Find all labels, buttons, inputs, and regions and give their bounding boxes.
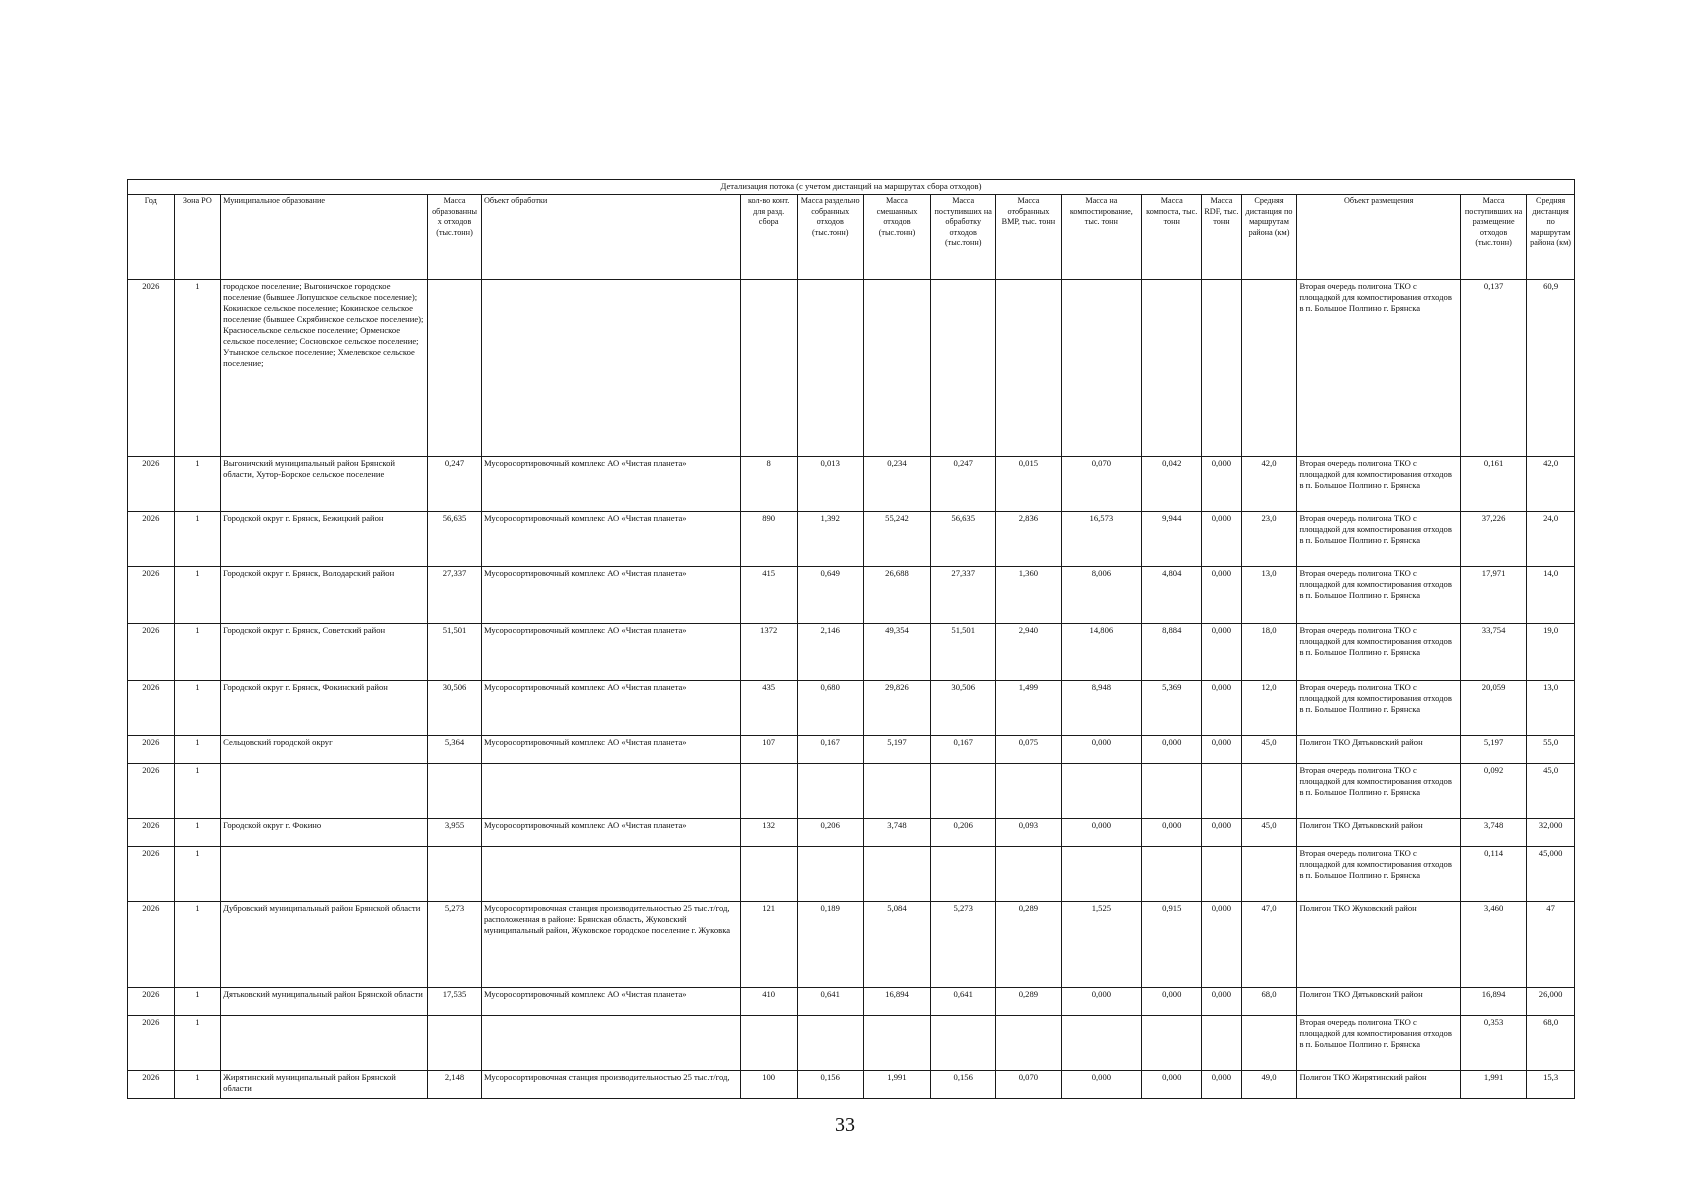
cell-placement-object: Вторая очередь полигона ТКО с площадкой для компостирования отходов в п. Большое Полпино г. Брянска bbox=[1297, 280, 1461, 457]
cell-zone: 1 bbox=[174, 1016, 221, 1071]
cell-distance-2: 15,3 bbox=[1527, 1071, 1575, 1099]
cell-mass-separate: 0,649 bbox=[797, 567, 863, 624]
cell-mass-vmr bbox=[996, 764, 1061, 819]
cell-zone: 1 bbox=[174, 819, 221, 847]
cell-placement-object: Полигон ТКО Дятьковский район bbox=[1297, 819, 1461, 847]
cell-mass-rdf bbox=[1202, 1016, 1241, 1071]
cell-containers: 1372 bbox=[740, 624, 797, 681]
cell-mass-compost: 0,000 bbox=[1142, 988, 1202, 1016]
cell-mass-compost: 4,804 bbox=[1142, 567, 1202, 624]
table-row bbox=[128, 847, 1575, 902]
cell-mass-rdf: 0,000 bbox=[1202, 681, 1241, 736]
cell-year: 2026 bbox=[128, 902, 175, 988]
cell-mass-separate bbox=[797, 847, 863, 902]
cell-mass-mixed: 5,084 bbox=[863, 902, 930, 988]
cell-containers: 410 bbox=[740, 988, 797, 1016]
cell-mass-formed: 56,635 bbox=[428, 512, 482, 567]
cell-processing-object: Мусоросортировочный комплекс АО «Чистая планета» bbox=[481, 681, 740, 736]
cell-mass-placed: 0,353 bbox=[1460, 1016, 1526, 1071]
cell-mass-vmr: 2,836 bbox=[996, 512, 1061, 567]
cell-mass-processed: 56,635 bbox=[931, 512, 996, 567]
cell-mass-formed: 27,337 bbox=[428, 567, 482, 624]
cell-placement-object: Вторая очередь полигона ТКО с площадкой для компостирования отходов в п. Большое Полпино г. Брянска bbox=[1297, 764, 1461, 819]
cell-mass-separate: 0,189 bbox=[797, 902, 863, 988]
col-header-mass-compost-in: Масса на компостирование, тыс. тонн bbox=[1061, 195, 1142, 280]
table-row bbox=[128, 280, 1575, 457]
cell-distance-2: 68,0 bbox=[1527, 1016, 1575, 1071]
col-header-mass-separate: Масса раздельно собранных отходов (тыс.тонн) bbox=[797, 195, 863, 280]
cell-mass-compost: 0,042 bbox=[1142, 457, 1202, 512]
cell-distance-1: 47,0 bbox=[1241, 902, 1297, 988]
cell-containers: 121 bbox=[740, 902, 797, 988]
cell-distance-1: 45,0 bbox=[1241, 736, 1297, 764]
cell-mass-processed: 51,501 bbox=[931, 624, 996, 681]
cell-mass-mixed: 29,826 bbox=[863, 681, 930, 736]
cell-mass-formed bbox=[428, 280, 482, 457]
cell-mass-placed: 0,092 bbox=[1460, 764, 1526, 819]
cell-zone: 1 bbox=[174, 567, 221, 624]
cell-mass-compost-in: 1,525 bbox=[1061, 902, 1142, 988]
cell-mass-mixed: 1,991 bbox=[863, 1071, 930, 1099]
table-row bbox=[128, 457, 1575, 512]
cell-mass-separate bbox=[797, 280, 863, 457]
cell-placement-object: Вторая очередь полигона ТКО с площадкой для компостирования отходов в п. Большое Полпино г. Брянска bbox=[1297, 1016, 1461, 1071]
page-number: 33 bbox=[835, 1114, 855, 1136]
cell-containers bbox=[740, 847, 797, 902]
cell-municipality: городское поселение; Выгоничское городское поселение (бывшее Лопушское сельское поселение); Кокинское сельское поселение; Кокинское сельское поселение (бывшее Скрябинское сельское поселение); Красносельское сельское поселение; Орменское сельское поселение; Сосновское сельское поселение; Утынское сельское поселение; Хмелевское сельское поселение; bbox=[221, 280, 428, 457]
cell-mass-compost-in bbox=[1061, 847, 1142, 902]
col-header-mass-vmr: Масса отобранных ВМР, тыс. тонн bbox=[996, 195, 1061, 280]
cell-distance-2: 42,0 bbox=[1527, 457, 1575, 512]
cell-mass-compost-in: 14,806 bbox=[1061, 624, 1142, 681]
cell-year: 2026 bbox=[128, 624, 175, 681]
col-header-mass-placed: Масса поступивших на размещение отходов (тыс.тонн) bbox=[1460, 195, 1526, 280]
cell-municipality: Дятьковский муниципальный район Брянской области bbox=[221, 988, 428, 1016]
document-sheet bbox=[127, 179, 1575, 1099]
col-header-mass-processed: Масса поступивших на обработку отходов (тыс.тонн) bbox=[931, 195, 996, 280]
cell-mass-formed: 30,506 bbox=[428, 681, 482, 736]
cell-mass-compost-in: 0,070 bbox=[1061, 457, 1142, 512]
cell-distance-1 bbox=[1241, 280, 1297, 457]
cell-mass-rdf bbox=[1202, 280, 1241, 457]
cell-placement-object: Вторая очередь полигона ТКО с площадкой для компостирования отходов в п. Большое Полпино г. Брянска bbox=[1297, 567, 1461, 624]
cell-zone: 1 bbox=[174, 988, 221, 1016]
cell-distance-2: 47 bbox=[1527, 902, 1575, 988]
cell-zone: 1 bbox=[174, 764, 221, 819]
cell-processing-object: Мусоросортировочный комплекс АО «Чистая планета» bbox=[481, 988, 740, 1016]
cell-mass-vmr: 0,289 bbox=[996, 902, 1061, 988]
cell-distance-1: 49,0 bbox=[1241, 1071, 1297, 1099]
cell-mass-placed: 0,137 bbox=[1460, 280, 1526, 457]
cell-distance-2: 60,9 bbox=[1527, 280, 1575, 457]
cell-containers: 132 bbox=[740, 819, 797, 847]
cell-mass-processed: 27,337 bbox=[931, 567, 996, 624]
cell-distance-1 bbox=[1241, 847, 1297, 902]
col-header-zone: Зона РО bbox=[174, 195, 221, 280]
cell-mass-mixed: 0,234 bbox=[863, 457, 930, 512]
cell-municipality bbox=[221, 1016, 428, 1071]
cell-mass-mixed: 16,894 bbox=[863, 988, 930, 1016]
cell-mass-compost-in: 8,006 bbox=[1061, 567, 1142, 624]
cell-distance-1: 12,0 bbox=[1241, 681, 1297, 736]
cell-municipality: Городской округ г. Брянск, Советский район bbox=[221, 624, 428, 681]
cell-mass-placed: 33,754 bbox=[1460, 624, 1526, 681]
cell-mass-separate bbox=[797, 1016, 863, 1071]
cell-year: 2026 bbox=[128, 1016, 175, 1071]
cell-placement-object: Вторая очередь полигона ТКО с площадкой для компостирования отходов в п. Большое Полпино г. Брянска bbox=[1297, 847, 1461, 902]
cell-processing-object: Мусоросортировочный комплекс АО «Чистая планета» bbox=[481, 819, 740, 847]
cell-mass-formed bbox=[428, 1016, 482, 1071]
cell-mass-vmr: 0,070 bbox=[996, 1071, 1061, 1099]
col-header-mass-rdf: Масса RDF, тыс. тонн bbox=[1202, 195, 1241, 280]
cell-processing-object bbox=[481, 280, 740, 457]
cell-mass-rdf: 0,000 bbox=[1202, 512, 1241, 567]
cell-mass-processed: 0,641 bbox=[931, 988, 996, 1016]
cell-mass-placed: 17,971 bbox=[1460, 567, 1526, 624]
cell-mass-placed: 0,161 bbox=[1460, 457, 1526, 512]
col-header-processing-object: Объект обработки bbox=[481, 195, 740, 280]
cell-containers: 890 bbox=[740, 512, 797, 567]
cell-municipality: Выгоничский муниципальный район Брянской области, Хутор-Борское сельское поселение bbox=[221, 457, 428, 512]
table-row bbox=[128, 988, 1575, 1016]
cell-mass-rdf: 0,000 bbox=[1202, 819, 1241, 847]
cell-municipality: Жирятинский муниципальный район Брянской области bbox=[221, 1071, 428, 1099]
cell-mass-formed bbox=[428, 847, 482, 902]
cell-zone: 1 bbox=[174, 624, 221, 681]
cell-mass-compost-in: 0,000 bbox=[1061, 1071, 1142, 1099]
cell-containers bbox=[740, 280, 797, 457]
table-row bbox=[128, 736, 1575, 764]
cell-distance-2: 45,000 bbox=[1527, 847, 1575, 902]
cell-zone: 1 bbox=[174, 512, 221, 567]
cell-zone: 1 bbox=[174, 457, 221, 512]
cell-mass-rdf bbox=[1202, 764, 1241, 819]
cell-distance-2: 55,0 bbox=[1527, 736, 1575, 764]
cell-mass-mixed bbox=[863, 280, 930, 457]
cell-distance-2: 19,0 bbox=[1527, 624, 1575, 681]
cell-mass-compost-in: 0,000 bbox=[1061, 819, 1142, 847]
header-row bbox=[128, 195, 1575, 280]
cell-mass-separate: 0,680 bbox=[797, 681, 863, 736]
cell-mass-rdf: 0,000 bbox=[1202, 988, 1241, 1016]
cell-mass-separate: 0,156 bbox=[797, 1071, 863, 1099]
cell-mass-processed: 0,167 bbox=[931, 736, 996, 764]
cell-municipality bbox=[221, 847, 428, 902]
cell-mass-compost-in: 0,000 bbox=[1061, 988, 1142, 1016]
cell-mass-vmr bbox=[996, 280, 1061, 457]
cell-mass-formed: 51,501 bbox=[428, 624, 482, 681]
col-header-distance-1: Средняя дистанция по маршрутам района (км) bbox=[1241, 195, 1297, 280]
cell-processing-object: Мусоросортировочный комплекс АО «Чистая планета» bbox=[481, 624, 740, 681]
cell-mass-compost-in bbox=[1061, 764, 1142, 819]
cell-processing-object bbox=[481, 847, 740, 902]
col-header-mass-formed: Масса образованных отходов (тыс.тонн) bbox=[428, 195, 482, 280]
cell-mass-vmr bbox=[996, 847, 1061, 902]
cell-mass-vmr: 2,940 bbox=[996, 624, 1061, 681]
table-row bbox=[128, 624, 1575, 681]
cell-mass-mixed: 5,197 bbox=[863, 736, 930, 764]
cell-mass-formed: 3,955 bbox=[428, 819, 482, 847]
cell-mass-separate bbox=[797, 764, 863, 819]
cell-mass-compost-in bbox=[1061, 1016, 1142, 1071]
cell-mass-mixed bbox=[863, 1016, 930, 1071]
table-body bbox=[128, 280, 1575, 1099]
cell-processing-object: Мусоросортировочная станция производительностью 25 тыс.т/год, bbox=[481, 1071, 740, 1099]
cell-placement-object: Полигон ТКО Жирятинский район bbox=[1297, 1071, 1461, 1099]
cell-year: 2026 bbox=[128, 819, 175, 847]
cell-mass-separate: 0,206 bbox=[797, 819, 863, 847]
cell-mass-processed bbox=[931, 764, 996, 819]
cell-mass-mixed: 3,748 bbox=[863, 819, 930, 847]
cell-mass-compost bbox=[1142, 847, 1202, 902]
col-header-year: Год bbox=[128, 195, 175, 280]
cell-mass-vmr: 0,075 bbox=[996, 736, 1061, 764]
cell-distance-2: 32,000 bbox=[1527, 819, 1575, 847]
table-row bbox=[128, 764, 1575, 819]
cell-placement-object: Вторая очередь полигона ТКО с площадкой для компостирования отходов в п. Большое Полпино г. Брянска bbox=[1297, 457, 1461, 512]
cell-zone: 1 bbox=[174, 280, 221, 457]
cell-mass-compost bbox=[1142, 1016, 1202, 1071]
cell-mass-rdf: 0,000 bbox=[1202, 1071, 1241, 1099]
cell-mass-vmr: 0,015 bbox=[996, 457, 1061, 512]
cell-mass-separate: 2,146 bbox=[797, 624, 863, 681]
cell-mass-placed: 37,226 bbox=[1460, 512, 1526, 567]
table-row bbox=[128, 512, 1575, 567]
cell-municipality: Городской округ г. Брянск, Володарский район bbox=[221, 567, 428, 624]
cell-mass-placed: 3,748 bbox=[1460, 819, 1526, 847]
table-row bbox=[128, 819, 1575, 847]
cell-mass-separate: 0,167 bbox=[797, 736, 863, 764]
cell-mass-rdf: 0,000 bbox=[1202, 902, 1241, 988]
cell-placement-object: Вторая очередь полигона ТКО с площадкой для компостирования отходов в п. Большое Полпино г. Брянска bbox=[1297, 681, 1461, 736]
cell-processing-object bbox=[481, 764, 740, 819]
cell-mass-formed: 17,535 bbox=[428, 988, 482, 1016]
cell-processing-object: Мусоросортировочный комплекс АО «Чистая планета» bbox=[481, 512, 740, 567]
cell-mass-rdf bbox=[1202, 847, 1241, 902]
cell-year: 2026 bbox=[128, 847, 175, 902]
cell-mass-processed: 0,156 bbox=[931, 1071, 996, 1099]
cell-containers bbox=[740, 764, 797, 819]
cell-distance-1: 45,0 bbox=[1241, 819, 1297, 847]
col-header-containers: кол-во конт. для разд. сбора bbox=[740, 195, 797, 280]
table-row bbox=[128, 1016, 1575, 1071]
cell-mass-vmr: 1,499 bbox=[996, 681, 1061, 736]
cell-processing-object: Мусоросортировочный комплекс АО «Чистая планета» bbox=[481, 736, 740, 764]
cell-municipality: Городской округ г. Брянск, Фокинский район bbox=[221, 681, 428, 736]
cell-mass-vmr: 1,360 bbox=[996, 567, 1061, 624]
cell-mass-placed: 16,894 bbox=[1460, 988, 1526, 1016]
cell-mass-separate: 0,013 bbox=[797, 457, 863, 512]
cell-distance-2: 45,0 bbox=[1527, 764, 1575, 819]
cell-distance-1: 13,0 bbox=[1241, 567, 1297, 624]
cell-distance-1: 68,0 bbox=[1241, 988, 1297, 1016]
cell-mass-placed: 20,059 bbox=[1460, 681, 1526, 736]
cell-mass-mixed bbox=[863, 764, 930, 819]
cell-placement-object: Вторая очередь полигона ТКО с площадкой для компостирования отходов в п. Большое Полпино г. Брянска bbox=[1297, 512, 1461, 567]
cell-mass-processed bbox=[931, 847, 996, 902]
cell-mass-compost: 0,000 bbox=[1142, 1071, 1202, 1099]
cell-mass-compost bbox=[1142, 280, 1202, 457]
cell-municipality: Городской округ г. Фокино bbox=[221, 819, 428, 847]
cell-distance-2: 14,0 bbox=[1527, 567, 1575, 624]
cell-mass-processed: 30,506 bbox=[931, 681, 996, 736]
cell-mass-compost: 0,915 bbox=[1142, 902, 1202, 988]
cell-municipality: Дубровский муниципальный район Брянской области bbox=[221, 902, 428, 988]
cell-mass-mixed: 49,354 bbox=[863, 624, 930, 681]
col-header-mass-compost: Масса компоста, тыс. тонн bbox=[1142, 195, 1202, 280]
cell-municipality: Сельцовский городской округ bbox=[221, 736, 428, 764]
cell-mass-placed: 1,991 bbox=[1460, 1071, 1526, 1099]
cell-year: 2026 bbox=[128, 736, 175, 764]
cell-containers: 435 bbox=[740, 681, 797, 736]
cell-mass-rdf: 0,000 bbox=[1202, 567, 1241, 624]
waste-flow-table bbox=[127, 179, 1575, 1099]
col-header-distance-2: Средняя дистанция по маршрутам района (км) bbox=[1527, 195, 1575, 280]
cell-municipality: Городской округ г. Брянск, Бежицкий район bbox=[221, 512, 428, 567]
cell-year: 2026 bbox=[128, 512, 175, 567]
cell-mass-mixed bbox=[863, 847, 930, 902]
cell-distance-1: 23,0 bbox=[1241, 512, 1297, 567]
cell-mass-separate: 1,392 bbox=[797, 512, 863, 567]
cell-zone: 1 bbox=[174, 736, 221, 764]
cell-mass-processed bbox=[931, 280, 996, 457]
cell-mass-vmr: 0,093 bbox=[996, 819, 1061, 847]
cell-mass-separate: 0,641 bbox=[797, 988, 863, 1016]
table-row bbox=[128, 902, 1575, 988]
table-row bbox=[128, 567, 1575, 624]
cell-processing-object: Мусоросортировочный комплекс АО «Чистая планета» bbox=[481, 457, 740, 512]
cell-mass-formed: 5,364 bbox=[428, 736, 482, 764]
cell-placement-object: Вторая очередь полигона ТКО с площадкой для компостирования отходов в п. Большое Полпино г. Брянска bbox=[1297, 624, 1461, 681]
cell-municipality bbox=[221, 764, 428, 819]
cell-mass-mixed: 55,242 bbox=[863, 512, 930, 567]
cell-mass-compost: 5,369 bbox=[1142, 681, 1202, 736]
cell-mass-compost: 0,000 bbox=[1142, 819, 1202, 847]
cell-year: 2026 bbox=[128, 988, 175, 1016]
cell-year: 2026 bbox=[128, 280, 175, 457]
cell-mass-mixed: 26,688 bbox=[863, 567, 930, 624]
cell-year: 2026 bbox=[128, 567, 175, 624]
cell-containers: 107 bbox=[740, 736, 797, 764]
cell-mass-processed bbox=[931, 1016, 996, 1071]
cell-mass-formed: 5,273 bbox=[428, 902, 482, 988]
cell-mass-formed bbox=[428, 764, 482, 819]
cell-year: 2026 bbox=[128, 764, 175, 819]
cell-mass-placed: 5,197 bbox=[1460, 736, 1526, 764]
cell-mass-placed: 3,460 bbox=[1460, 902, 1526, 988]
cell-mass-compost-in: 0,000 bbox=[1061, 736, 1142, 764]
cell-mass-formed: 0,247 bbox=[428, 457, 482, 512]
cell-containers: 100 bbox=[740, 1071, 797, 1099]
cell-mass-rdf: 0,000 bbox=[1202, 624, 1241, 681]
cell-year: 2026 bbox=[128, 681, 175, 736]
cell-mass-processed: 5,273 bbox=[931, 902, 996, 988]
cell-distance-2: 24,0 bbox=[1527, 512, 1575, 567]
cell-year: 2026 bbox=[128, 1071, 175, 1099]
cell-processing-object: Мусоросортировочный комплекс АО «Чистая планета» bbox=[481, 567, 740, 624]
cell-distance-1: 18,0 bbox=[1241, 624, 1297, 681]
cell-placement-object: Полигон ТКО Дятьковский район bbox=[1297, 988, 1461, 1016]
cell-distance-1 bbox=[1241, 764, 1297, 819]
table-row bbox=[128, 681, 1575, 736]
cell-mass-rdf: 0,000 bbox=[1202, 457, 1241, 512]
cell-containers: 415 bbox=[740, 567, 797, 624]
cell-mass-formed: 2,148 bbox=[428, 1071, 482, 1099]
cell-distance-2: 13,0 bbox=[1527, 681, 1575, 736]
cell-year: 2026 bbox=[128, 457, 175, 512]
cell-mass-compost-in: 8,948 bbox=[1061, 681, 1142, 736]
cell-containers: 8 bbox=[740, 457, 797, 512]
cell-zone: 1 bbox=[174, 902, 221, 988]
cell-distance-1: 42,0 bbox=[1241, 457, 1297, 512]
cell-containers bbox=[740, 1016, 797, 1071]
cell-zone: 1 bbox=[174, 681, 221, 736]
cell-processing-object bbox=[481, 1016, 740, 1071]
col-header-mass-mixed: Масса смешанных отходов (тыс.тонн) bbox=[863, 195, 930, 280]
cell-mass-vmr bbox=[996, 1016, 1061, 1071]
cell-zone: 1 bbox=[174, 847, 221, 902]
cell-mass-vmr: 0,289 bbox=[996, 988, 1061, 1016]
cell-distance-2: 26,000 bbox=[1527, 988, 1575, 1016]
cell-mass-rdf: 0,000 bbox=[1202, 736, 1241, 764]
cell-mass-compost bbox=[1142, 764, 1202, 819]
table-row bbox=[128, 1071, 1575, 1099]
cell-placement-object: Полигон ТКО Жуковский район bbox=[1297, 902, 1461, 988]
col-header-municipality: Муниципальное образование bbox=[221, 195, 428, 280]
cell-placement-object: Полигон ТКО Дятьковский район bbox=[1297, 736, 1461, 764]
cell-mass-placed: 0,114 bbox=[1460, 847, 1526, 902]
table-caption: Детализация потока (с учетом дистанций на маршрутах сбора отходов) bbox=[128, 180, 1575, 195]
cell-zone: 1 bbox=[174, 1071, 221, 1099]
cell-processing-object: Мусоросортировочная станция производительностью 25 тыс.т/год, расположенная в районе: Брянская область, Жуковский муниципальный район, Жуковское городское поселение г. Жуковка bbox=[481, 902, 740, 988]
cell-mass-processed: 0,247 bbox=[931, 457, 996, 512]
cell-mass-compost: 9,944 bbox=[1142, 512, 1202, 567]
cell-mass-compost-in: 16,573 bbox=[1061, 512, 1142, 567]
cell-mass-compost: 8,884 bbox=[1142, 624, 1202, 681]
cell-distance-1 bbox=[1241, 1016, 1297, 1071]
cell-mass-compost-in bbox=[1061, 280, 1142, 457]
cell-mass-compost: 0,000 bbox=[1142, 736, 1202, 764]
cell-mass-processed: 0,206 bbox=[931, 819, 996, 847]
col-header-placement-object: Объект размещения bbox=[1297, 195, 1461, 280]
